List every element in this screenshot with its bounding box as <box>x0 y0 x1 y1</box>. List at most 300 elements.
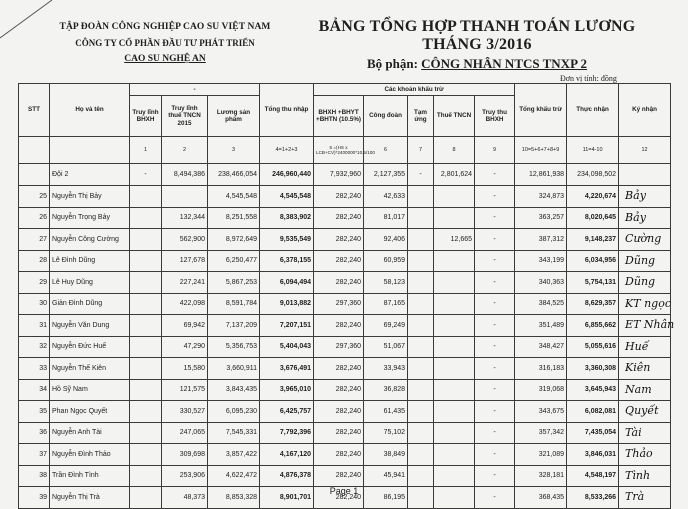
subtotal-truy-linh: - <box>130 164 162 186</box>
index-cell-blank <box>19 137 50 164</box>
row-stt: 28 <box>19 250 50 272</box>
row-union: 33,943 <box>364 358 408 380</box>
handwritten-signature: Thảo <box>625 447 653 460</box>
row-total-income: 7,792,396 <box>260 422 314 444</box>
row-signature <box>619 207 671 229</box>
row-union: 38,849 <box>364 444 408 466</box>
row-product-wage: 8,251,558 <box>208 207 260 229</box>
index-label: 4=1+2+3 <box>275 147 298 153</box>
row-truy-linh <box>130 336 162 358</box>
row-net-pay: 6,034,956 <box>567 250 619 272</box>
row-signature <box>619 358 671 380</box>
row-truy-linh <box>130 422 162 444</box>
handwritten-signature: Tài <box>625 425 642 439</box>
handwritten-signature: Tình <box>625 468 651 482</box>
table-row <box>19 358 671 380</box>
row-advance <box>408 336 434 358</box>
table-row <box>19 465 671 487</box>
row-income-tax <box>434 444 475 466</box>
row-income-tax <box>434 207 475 229</box>
row-total-deduction: 368,435 <box>515 487 567 509</box>
column-index-row <box>19 137 671 164</box>
row-insurance: 282,240 <box>314 229 364 251</box>
row-union: 42,633 <box>364 186 408 208</box>
row-total-income: 7,207,151 <box>260 315 314 337</box>
row-net-pay: 8,533,266 <box>567 487 619 509</box>
row-product-wage: 3,857,422 <box>208 444 260 466</box>
row-insurance: 282,240 <box>314 444 364 466</box>
index-label: 7 <box>419 147 423 153</box>
row-income-tax <box>434 358 475 380</box>
row-total-income: 8,901,701 <box>260 487 314 509</box>
index-cell <box>567 137 619 164</box>
header-income-mark: - <box>130 84 260 96</box>
row-insurance-recovery: - <box>475 293 515 315</box>
index-cell <box>208 137 260 164</box>
row-truy-linh-thue: 127,678 <box>162 250 208 272</box>
row-truy-linh <box>130 358 162 380</box>
row-insurance-recovery: - <box>475 379 515 401</box>
row-signature <box>619 444 671 466</box>
index-cell <box>475 137 515 164</box>
handwritten-signature: Bảy <box>625 210 646 224</box>
row-signature <box>619 401 671 423</box>
row-total-deduction: 363,257 <box>515 207 567 229</box>
row-total-deduction: 316,183 <box>515 358 567 380</box>
row-total-income: 3,676,491 <box>260 358 314 380</box>
row-signature <box>619 250 671 272</box>
handwritten-signature: ET Nhân <box>625 318 675 331</box>
row-income-tax <box>434 422 475 444</box>
index-cell <box>260 137 314 164</box>
row-income-tax <box>434 250 475 272</box>
row-union: 87,165 <box>364 293 408 315</box>
table-row <box>19 272 671 294</box>
row-net-pay: 3,645,943 <box>567 379 619 401</box>
row-total-deduction: 343,199 <box>515 250 567 272</box>
row-insurance: 297,360 <box>314 336 364 358</box>
row-truy-linh <box>130 207 162 229</box>
row-total-income: 4,876,378 <box>260 465 314 487</box>
row-name: Nguyễn Thị Trà <box>50 487 130 509</box>
row-name: Lê Huy Dũng <box>50 272 130 294</box>
handwritten-signature: Trà <box>625 490 645 503</box>
row-stt: 32 <box>19 336 50 358</box>
row-advance <box>408 465 434 487</box>
row-union: 51,067 <box>364 336 408 358</box>
subtotal-advance: - <box>408 164 434 186</box>
row-insurance: 282,240 <box>314 272 364 294</box>
handwritten-signature: Quyết <box>625 404 659 417</box>
row-stt: 31 <box>19 315 50 337</box>
row-signature <box>619 272 671 294</box>
row-union: 58,123 <box>364 272 408 294</box>
row-truy-linh-thue: 330,527 <box>162 401 208 423</box>
row-signature <box>619 293 671 315</box>
row-truy-linh-thue <box>162 186 208 208</box>
index-label: 9 <box>493 147 497 153</box>
row-name: Nguyễn Trọng Bảy <box>50 207 130 229</box>
table-row <box>19 444 671 466</box>
row-stt: 33 <box>19 358 50 380</box>
row-truy-linh <box>130 379 162 401</box>
index-label: 3 <box>231 147 236 153</box>
handwritten-signature: Huế <box>625 339 649 353</box>
row-net-pay: 3,846,031 <box>567 444 619 466</box>
row-insurance-recovery: - <box>475 250 515 272</box>
row-income-tax <box>434 186 475 208</box>
row-truy-linh-thue: 121,575 <box>162 379 208 401</box>
row-advance <box>408 229 434 251</box>
table-row <box>19 229 671 251</box>
row-income-tax <box>434 315 475 337</box>
row-insurance-recovery: - <box>475 186 515 208</box>
row-product-wage: 4,545,548 <box>208 186 260 208</box>
row-truy-linh <box>130 444 162 466</box>
row-stt: 38 <box>19 465 50 487</box>
row-income-tax <box>434 272 475 294</box>
table-row <box>19 401 671 423</box>
row-name: Nguyễn Công Cường <box>50 229 130 251</box>
subtotal-product-wage: 238,466,054 <box>208 164 260 186</box>
row-income-tax: 12,665 <box>434 229 475 251</box>
row-total-deduction: 348,427 <box>515 336 567 358</box>
handwritten-signature: Dũng <box>625 253 656 267</box>
row-stt: 29 <box>19 272 50 294</box>
row-truy-linh-thue: 15,580 <box>162 358 208 380</box>
subtotal-insurance: 7,932,960 <box>314 164 364 186</box>
row-name: Phan Ngọc Quyết <box>50 401 130 423</box>
document-header <box>292 18 662 72</box>
row-product-wage: 8,853,328 <box>208 487 260 509</box>
row-signature <box>619 465 671 487</box>
row-total-deduction: 321,089 <box>515 444 567 466</box>
row-truy-linh-thue: 247,065 <box>162 422 208 444</box>
row-product-wage: 8,591,784 <box>208 293 260 315</box>
row-truy-linh <box>130 186 162 208</box>
row-stt: 25 <box>19 186 50 208</box>
row-stt: 27 <box>19 229 50 251</box>
row-truy-linh <box>130 401 162 423</box>
row-truy-linh <box>130 315 162 337</box>
row-total-income: 4,545,548 <box>260 186 314 208</box>
company-line-3: CAO SU NGHỆ AN <box>124 54 206 64</box>
subtotal-total-income: 246,960,440 <box>260 164 314 186</box>
table-row <box>19 250 671 272</box>
row-total-deduction: 324,873 <box>515 186 567 208</box>
row-total-deduction: 384,525 <box>515 293 567 315</box>
row-stt: 36 <box>19 422 50 444</box>
row-truy-linh <box>130 465 162 487</box>
subtotal-truy-linh-thue: 8,494,386 <box>162 164 208 186</box>
row-insurance-recovery: - <box>475 401 515 423</box>
header-deductions-group: Các khoản khấu trừ <box>314 84 515 96</box>
row-advance <box>408 401 434 423</box>
row-advance <box>408 293 434 315</box>
row-insurance-recovery: - <box>475 487 515 509</box>
index-cell <box>314 137 375 164</box>
subtotal-label: Đội 2 <box>50 164 130 186</box>
row-insurance: 282,240 <box>314 315 364 337</box>
row-product-wage: 5,867,253 <box>208 272 260 294</box>
row-insurance-recovery: - <box>475 229 515 251</box>
row-insurance-recovery: - <box>475 207 515 229</box>
row-truy-linh <box>130 250 162 272</box>
header-truy-linh-thue: Truy lĩnh thuế TNCN 2015 <box>162 96 208 137</box>
row-advance <box>408 422 434 444</box>
payroll-table <box>18 83 675 509</box>
page-footer: Page 1 <box>329 486 359 496</box>
header-insurance: BHXH +BHYT +BHTN (10.5%) <box>314 96 364 137</box>
header-stt: STT <box>19 84 50 137</box>
handwritten-signature: Dũng <box>625 275 656 288</box>
subtotal-total-deduction: 12,861,938 <box>515 164 567 186</box>
row-total-deduction: 319,068 <box>515 379 567 401</box>
row-product-wage: 4,622,472 <box>208 465 260 487</box>
index-cell-blank <box>50 137 130 164</box>
row-union: 81,017 <box>364 207 408 229</box>
row-insurance: 282,240 <box>314 207 364 229</box>
company-line-1: TẬP ĐOÀN CÔNG NGHIỆP CAO SU VIỆT NAM <box>59 22 271 32</box>
row-insurance: 282,240 <box>314 379 364 401</box>
row-stt: 34 <box>19 379 50 401</box>
handwritten-signature: KT ngọc <box>625 296 672 310</box>
row-insurance: 282,240 <box>314 401 364 423</box>
row-insurance-recovery: - <box>475 465 515 487</box>
row-product-wage: 7,545,331 <box>208 422 260 444</box>
row-total-deduction: 351,489 <box>515 315 567 337</box>
row-net-pay: 4,548,197 <box>567 465 619 487</box>
row-signature <box>619 315 675 337</box>
index-label: 2 <box>182 147 187 153</box>
row-net-pay: 7,435,054 <box>567 422 619 444</box>
header-advance: Tạm ứng <box>408 96 434 137</box>
row-total-deduction: 357,342 <box>515 422 567 444</box>
row-net-pay: 9,148,237 <box>567 229 619 251</box>
company-line-2: CÔNG TY CỔ PHẦN ĐẦU TƯ PHÁT TRIỂN <box>75 38 255 48</box>
department-value: CÔNG NHÂN NTCS TNXP 2 <box>421 56 588 71</box>
row-signature <box>619 186 671 208</box>
row-truy-linh-thue: 309,698 <box>162 444 208 466</box>
index-cell <box>434 137 475 164</box>
row-net-pay: 4,220,674 <box>567 186 619 208</box>
header-truy-linh: Truy lĩnh BHXH <box>130 96 162 137</box>
company-header <box>40 22 290 64</box>
row-signature <box>619 379 671 401</box>
table-row <box>19 293 671 315</box>
index-cell <box>619 137 671 164</box>
row-name: Lê Đình Dũng <box>50 250 130 272</box>
row-name: Trần Đình Tình <box>50 465 130 487</box>
row-product-wage: 8,972,649 <box>208 229 260 251</box>
row-truy-linh-thue: 69,942 <box>162 315 208 337</box>
row-advance <box>408 250 434 272</box>
row-product-wage: 5,356,753 <box>208 336 260 358</box>
row-advance <box>408 358 434 380</box>
row-truy-linh-thue: 132,344 <box>162 207 208 229</box>
index-label: 8 <box>452 147 456 153</box>
header-total-income: Tổng thu nhập <box>260 84 314 137</box>
row-income-tax <box>434 336 475 358</box>
row-insurance: 282,240 <box>314 465 364 487</box>
row-total-income: 9,535,549 <box>260 229 314 251</box>
row-union: 92,406 <box>364 229 408 251</box>
row-signature <box>619 422 671 444</box>
row-insurance-recovery: - <box>475 315 515 337</box>
header-union: Công đoàn <box>364 96 408 137</box>
row-advance <box>408 272 434 294</box>
row-name: Nguyễn Văn Dung <box>50 315 130 337</box>
row-total-income: 9,013,882 <box>260 293 314 315</box>
department-label: Bộ phận: <box>366 56 418 71</box>
handwritten-signature: Bảy <box>625 189 646 202</box>
row-insurance: 297,360 <box>314 293 364 315</box>
row-stt: 26 <box>19 207 50 229</box>
header-name: Họ và tên <box>50 84 130 137</box>
department-line <box>292 56 662 72</box>
row-net-pay: 6,082,081 <box>567 401 619 423</box>
row-net-pay: 5,754,131 <box>567 272 619 294</box>
row-total-deduction: 340,363 <box>515 272 567 294</box>
row-signature <box>619 336 671 358</box>
header-income-tax: Thuế TNCN <box>434 96 475 137</box>
row-stt: 37 <box>19 444 50 466</box>
subtotal-union: 2,127,355 <box>364 164 408 186</box>
subtotal-signature <box>619 164 671 186</box>
row-total-income: 5,404,043 <box>260 336 314 358</box>
row-signature <box>619 229 671 251</box>
table-row <box>19 315 671 337</box>
document-title: BẢNG TỔNG HỢP THANH TOÁN LƯƠNG THÁNG 3/2016 <box>318 18 636 53</box>
index-label: 10=5+6+7+8+9 <box>521 147 560 153</box>
row-insurance-recovery: - <box>475 444 515 466</box>
currency-unit: Đơn vị tính: đồng <box>560 74 617 83</box>
row-name: Nguyễn Thị Bảy <box>50 186 130 208</box>
index-cell <box>130 137 162 164</box>
row-union: 86,195 <box>364 487 408 509</box>
header-net-pay: Thực nhận <box>567 84 619 137</box>
row-name: Nguyễn Đình Thảo <box>50 444 130 466</box>
row-net-pay: 3,360,308 <box>567 358 619 380</box>
row-insurance: 282,240 <box>314 250 364 272</box>
row-insurance-recovery: - <box>475 358 515 380</box>
row-truy-linh-thue: 422,098 <box>162 293 208 315</box>
row-union: 75,102 <box>364 422 408 444</box>
row-product-wage: 6,250,477 <box>208 250 260 272</box>
row-truy-linh-thue: 48,373 <box>162 487 208 509</box>
row-advance <box>408 207 434 229</box>
row-total-deduction: 343,675 <box>515 401 567 423</box>
subtotal-insurance-recovery: - <box>475 164 515 186</box>
subtotal-income-tax: 2,801,624 <box>434 164 475 186</box>
header-insurance-recovery: Truy thu BHXH <box>475 96 515 137</box>
row-total-income: 4,167,120 <box>260 444 314 466</box>
table-row <box>19 422 671 444</box>
row-total-income: 6,425,757 <box>260 401 314 423</box>
row-union: 45,941 <box>364 465 408 487</box>
index-label: 5 =(HS x LCB+CV)*2400000*10.5/100 <box>316 144 375 155</box>
row-truy-linh-thue: 253,906 <box>162 465 208 487</box>
index-cell <box>515 137 567 164</box>
row-union: 61,435 <box>364 401 408 423</box>
row-union: 69,249 <box>364 315 408 337</box>
row-product-wage: 3,843,435 <box>208 379 260 401</box>
row-product-wage: 3,660,911 <box>208 358 260 380</box>
row-product-wage: 7,137,209 <box>208 315 260 337</box>
row-advance <box>408 379 434 401</box>
subtotal-row <box>19 164 671 186</box>
row-advance <box>408 186 434 208</box>
handwritten-signature: Kiên <box>625 361 651 374</box>
row-insurance: 282,240 <box>314 186 364 208</box>
subtotal-net-pay: 234,098,502 <box>567 164 619 186</box>
row-insurance: 282,240 <box>314 422 364 444</box>
table-row <box>19 336 671 358</box>
row-name: Giản Đình Dũng <box>50 293 130 315</box>
index-cell <box>408 137 434 164</box>
row-insurance-recovery: - <box>475 422 515 444</box>
index-label: 11=4-10 <box>582 147 603 153</box>
table-row <box>19 186 671 208</box>
row-insurance-recovery: - <box>475 272 515 294</box>
handwritten-signature: Cường <box>625 232 662 245</box>
row-truy-linh-thue: 47,290 <box>162 336 208 358</box>
row-truy-linh <box>130 272 162 294</box>
row-name: Nguyễn Anh Tài <box>50 422 130 444</box>
header-signature: Ký nhận <box>619 84 671 137</box>
row-total-income: 6,378,155 <box>260 250 314 272</box>
index-cell <box>162 137 208 164</box>
row-insurance-recovery: - <box>475 336 515 358</box>
row-advance <box>408 444 434 466</box>
index-label: 12 <box>641 147 648 153</box>
row-income-tax <box>434 465 475 487</box>
index-label: 1 <box>143 147 148 153</box>
row-name: Nguyễn Thế Kiên <box>50 358 130 380</box>
table-row <box>19 207 671 229</box>
row-insurance: 282,240 <box>314 358 364 380</box>
row-truy-linh-thue: 562,900 <box>162 229 208 251</box>
row-stt: 30 <box>19 293 50 315</box>
row-net-pay: 8,020,645 <box>567 207 619 229</box>
index-label: 6 <box>384 147 388 153</box>
row-advance <box>408 315 434 337</box>
row-truy-linh-thue: 227,241 <box>162 272 208 294</box>
row-total-income: 3,965,010 <box>260 379 314 401</box>
row-income-tax <box>434 401 475 423</box>
row-total-deduction: 387,312 <box>515 229 567 251</box>
row-total-deduction: 328,181 <box>515 465 567 487</box>
row-stt: 35 <box>19 401 50 423</box>
row-stt: 39 <box>19 487 50 509</box>
row-net-pay: 8,629,357 <box>567 293 619 315</box>
handwritten-signature: Nam <box>625 382 652 396</box>
row-truy-linh <box>130 293 162 315</box>
header-total-deduction: Tổng khấu trừ <box>515 84 567 137</box>
row-insurance: 282,240 <box>314 487 364 509</box>
subtotal-stt <box>19 164 50 186</box>
row-union: 60,959 <box>364 250 408 272</box>
row-name: Hồ Sỹ Nam <box>50 379 130 401</box>
row-product-wage: 6,095,230 <box>208 401 260 423</box>
row-total-income: 6,094,494 <box>260 272 314 294</box>
row-net-pay: 6,855,662 <box>567 315 619 337</box>
row-income-tax <box>434 379 475 401</box>
row-truy-linh <box>130 229 162 251</box>
row-net-pay: 5,055,616 <box>567 336 619 358</box>
table-row <box>19 379 671 401</box>
row-union: 36,828 <box>364 379 408 401</box>
